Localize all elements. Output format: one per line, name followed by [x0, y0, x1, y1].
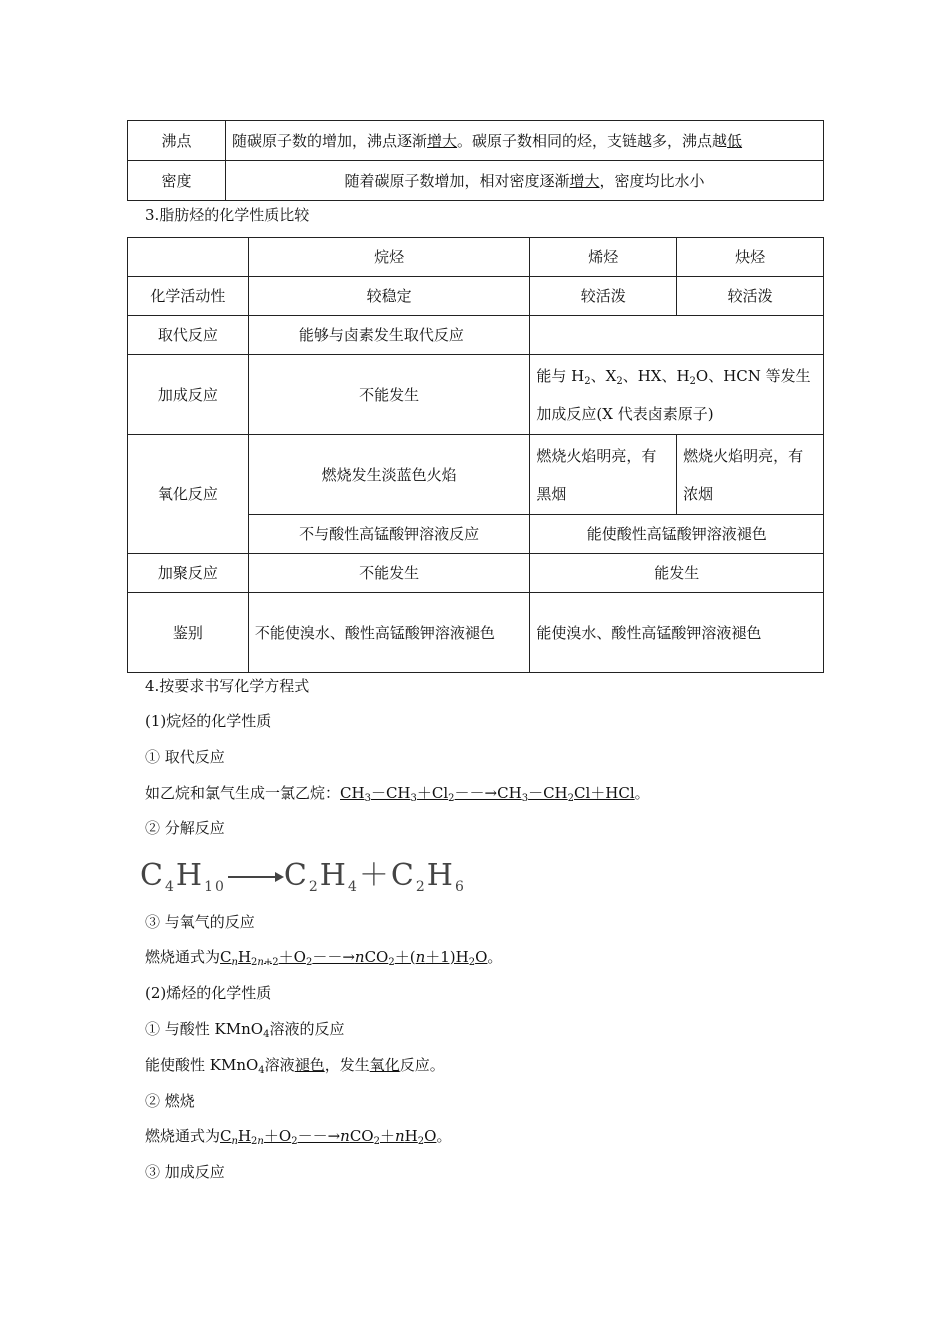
- activity-alkene: 较活泼: [530, 277, 677, 316]
- activity-alkane: 较稳定: [248, 277, 530, 316]
- label-identification: 鉴别: [128, 593, 249, 673]
- oxidation-alkane-kmno4: 不与酸性高锰酸钾溶液反应: [248, 515, 530, 554]
- decomposition-equation: $C_4H_{10}$ $C_2H_4+C_2H_6$: [140, 858, 466, 895]
- addition-unsat: 能与 $H_2$、$X_2$、HX、$H_2O$、HCN 等发生加成反应(X 代表卤素原子): [530, 355, 824, 435]
- header-alkane: 烷烃: [248, 238, 530, 277]
- header-empty: [128, 238, 249, 277]
- substitution-alkane: 能够与卤素发生取代反应: [248, 316, 530, 355]
- item-oxygen-reaction: ③ 与氧气的反应: [145, 913, 255, 931]
- header-alkyne: 炔烃: [677, 238, 824, 277]
- item-kmno4-reaction: ① 与酸性 KMnO$_4$溶液的反应: [145, 1020, 345, 1040]
- section-3-title: 3.脂肪烃的化学性质比较: [145, 206, 310, 224]
- label-activity: 化学活动性: [128, 277, 249, 316]
- label-polymerization: 加聚反应: [128, 554, 249, 593]
- oxidation-alkene-burn: 燃烧火焰明亮，有黑烟: [530, 435, 677, 515]
- physical-properties-table: [127, 120, 824, 201]
- alkane-combustion-equation: 燃烧通式为$C_nH_{2n+2}+O_2--\to nCO_2+(n+1)H_2O$。: [145, 948, 503, 968]
- substitution-unsat: [530, 316, 824, 355]
- header-alkene: 烯烃: [530, 238, 677, 277]
- polymer-alkane: 不能发生: [248, 554, 530, 593]
- substitution-equation: 如乙烷和氯气生成一氯乙烷：$CH_3-CH_3+Cl_2--\to CH_3-CH_2Cl+HCl$。: [145, 784, 650, 804]
- addition-alkane: 不能发生: [248, 355, 530, 435]
- activity-alkyne: 较活泼: [677, 277, 824, 316]
- kmno4-description: 能使酸性 KMnO$_4$溶液褪色，发生氧化反应。: [145, 1056, 445, 1076]
- oxidation-unsat-kmno4: 能使酸性高锰酸钾溶液褪色: [530, 515, 824, 554]
- subsection-alkane: (1)烷烃的化学性质: [145, 712, 272, 730]
- item-combustion: ② 燃烧: [145, 1092, 195, 1110]
- subsection-alkene: (2)烯烃的化学性质: [145, 984, 272, 1002]
- boiling-point-text: 随碳原子数的增加，沸点逐渐增大。碳原子数相同的烃，支链越多，沸点越低: [226, 121, 824, 161]
- chemical-properties-table: [127, 237, 824, 673]
- label-substitution: 取代反应: [128, 316, 249, 355]
- polymer-unsat: 能发生: [530, 554, 824, 593]
- item-addition: ③ 加成反应: [145, 1163, 225, 1181]
- density-text: 随着碳原子数增加，相对密度逐渐增大，密度均比水小: [226, 161, 824, 201]
- alkene-combustion-equation: 燃烧通式为$C_nH_{2n}+O_2--\to nCO_2+nH_2O$。: [145, 1127, 452, 1147]
- label-oxidation: 氧化反应: [128, 435, 249, 554]
- item-substitution: ① 取代反应: [145, 748, 225, 766]
- oxidation-alkyne-burn: 燃烧火焰明亮，有浓烟: [677, 435, 824, 515]
- oxidation-alkane-burn: 燃烧发生淡蓝色火焰: [248, 435, 530, 515]
- item-decomposition: ② 分解反应: [145, 819, 225, 837]
- identify-unsat: 能使溴水、酸性高锰酸钾溶液褪色: [530, 593, 824, 673]
- arrow-icon: [228, 876, 282, 878]
- section-4-title: 4.按要求书写化学方程式: [145, 677, 310, 695]
- identify-alkane: 不能使溴水、酸性高锰酸钾溶液褪色: [248, 593, 530, 673]
- label-addition: 加成反应: [128, 355, 249, 435]
- label-boiling-point: 沸点: [128, 121, 226, 161]
- label-density: 密度: [128, 161, 226, 201]
